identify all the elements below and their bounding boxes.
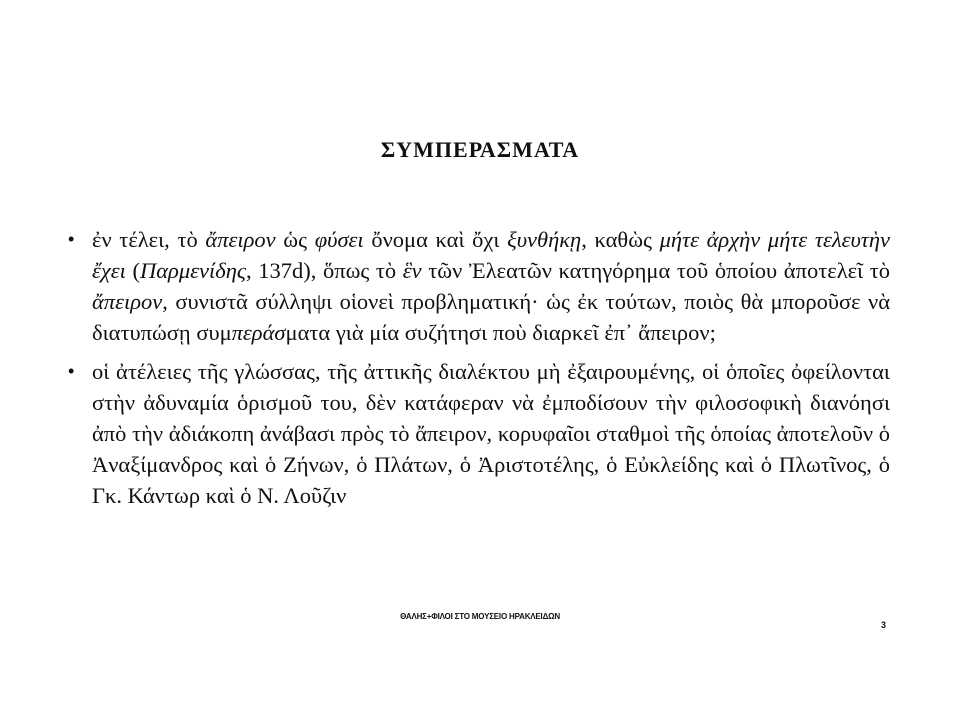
footer-text: ΘΑΛΗΣ+ΦΙΛΟΙ ΣΤΟ ΜΟΥΣΕΙΟ ΗΡΑΚΛΕΙΔΩΝ: [400, 612, 560, 621]
text-segment: ἄπειρον: [205, 227, 276, 252]
text-segment: μήτε ἀρχὴν μήτε τελευτὴν ἔχει: [92, 227, 890, 283]
text-segment: ὡς: [275, 227, 315, 252]
text-segment: (: [125, 258, 140, 283]
slide-title: ΣΥΜΠΕΡΑΣΜΑΤΑ: [380, 137, 580, 162]
text-segment: , καθὼς: [581, 227, 660, 252]
bullet-item-1: [68, 224, 890, 348]
text-segment: ἐν τέλει, τὸ: [92, 227, 206, 252]
text-segment: , συνιστᾶ σύλληψι οἱονεὶ προβληματική· ὡς ἐκ τούτων, ποιὸς θὰ μποροῦσε νὰ διατυπώσῃ συμ: [92, 289, 890, 345]
bullet-icon: •: [68, 361, 75, 381]
text-segment: περάσ: [231, 320, 286, 345]
text-segment: , 137d), ὅπως τὸ: [246, 258, 403, 283]
bullet-text: [92, 224, 890, 348]
text-segment: ἓν: [402, 258, 422, 283]
text-segment: φύσει: [314, 227, 364, 252]
bullet-item-2: [68, 356, 890, 511]
text-segment: ὄνομα καὶ ὄχι: [363, 227, 508, 252]
text-segment: ἄπειρον: [92, 289, 163, 314]
bullet-list: [68, 224, 890, 519]
bullet-text: [92, 356, 890, 511]
text-segment: ματα γιὰ μία συζήτησι ποὺ διαρκεῖ ἐπ᾽ ἄπειρον;: [285, 320, 716, 345]
bullet-icon: •: [68, 229, 75, 249]
text-segment: ξυνθήκῃ: [507, 227, 582, 252]
text-segment: οἱ ἀτέλειες τῆς γλώσσας, τῆς ἀττικῆς διαλέκτου μὴ ἐξαιρουμένης, οἱ ὁποῖες ὀφείλονται στὴν ἀδυναμία ὁρισμοῦ του, δὲν κατάφεραν νὰ ἐμποδίσουν τὴν φιλοσοφικὴ διανόησι ἀπὸ τὴν ἀδιάκοπη ἀνάβασι πρὸς τὸ ἄπειρον, κορυφαῖοι σταθμοὶ τῆς ὁποίας ἀποτελοῦν ὁ Ἀναξίμανδρος καὶ ὁ Ζήνων, ὁ Πλάτων, ὁ Ἀριστοτέλης, ὁ Εὐκλείδης καὶ ὁ Πλωτῖνος, ὁ Γκ. Κάντωρ καὶ ὁ Ν. Λοῦζιν: [92, 359, 890, 508]
page-number: 3: [880, 620, 886, 630]
text-segment: Παρμενίδης: [140, 258, 247, 283]
text-segment: τῶν Ἐλεατῶν κατηγόρημα τοῦ ὁποίου ἀποτελεῖ τὸ: [421, 258, 890, 283]
